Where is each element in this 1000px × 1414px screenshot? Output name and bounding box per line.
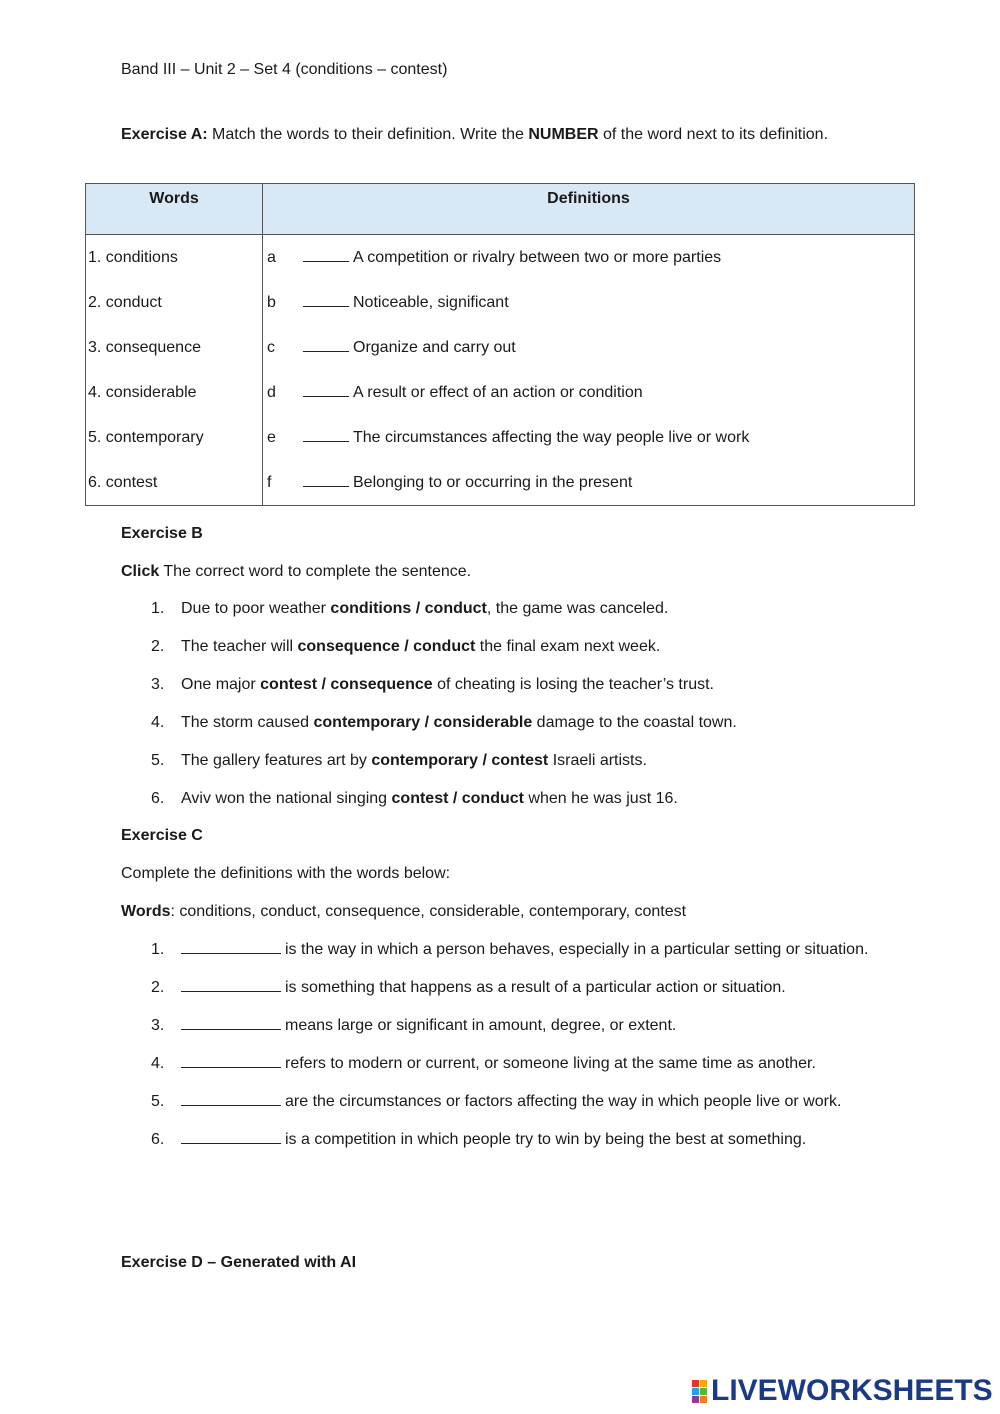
word-choice[interactable]: contest / conduct <box>391 790 524 807</box>
logo-text: LIVEWORKSHEETS <box>711 1374 993 1407</box>
list-item <box>121 597 891 621</box>
table-row <box>86 415 915 460</box>
list-item <box>121 1128 891 1152</box>
sentence-text: The gallery features art by <box>181 752 372 769</box>
word-cell: 6. contest <box>86 460 263 506</box>
list-item <box>121 635 891 659</box>
item-number: 5. <box>151 752 165 769</box>
item-number: 4. <box>151 714 165 731</box>
definition-text: is the way in which a person behaves, especially in a particular setting or situation. <box>285 941 869 958</box>
definition-text: is a competition in which people try to win by being the best at something. <box>285 1131 807 1148</box>
list-item <box>121 749 891 773</box>
item-number: 3. <box>151 1017 165 1034</box>
exercise-c-list <box>121 938 891 1152</box>
word-cell: 5. contemporary <box>86 415 263 460</box>
answer-blank[interactable] <box>181 1053 281 1068</box>
definition-cell <box>263 370 915 415</box>
list-item <box>121 711 891 735</box>
sentence-text: The storm caused <box>181 714 314 731</box>
item-number: 5. <box>151 1093 165 1110</box>
sentence-text: One major <box>181 676 261 693</box>
word-cell: 4. considerable <box>86 370 263 415</box>
definition-cell <box>263 415 915 460</box>
item-number: 4. <box>151 1055 165 1072</box>
item-number: 6. <box>151 790 165 807</box>
exercise-b-list <box>121 597 891 825</box>
answer-blank[interactable] <box>303 429 349 442</box>
definition-letter: d <box>267 383 276 401</box>
definition-text: are the circumstances or factors affecting the way in which people live or work. <box>285 1093 842 1110</box>
sentence-text: Due to poor weather <box>181 600 331 617</box>
exercise-a-instructions <box>121 122 881 147</box>
item-number: 3. <box>151 676 165 693</box>
sentence-text: the final exam next week. <box>475 638 661 655</box>
word-cell: 3. consequence <box>86 325 263 370</box>
list-item <box>121 787 891 811</box>
list-item <box>121 673 891 697</box>
exercise-b-instructions <box>121 563 471 581</box>
definition-letter: c <box>267 338 275 356</box>
answer-blank[interactable] <box>181 1129 281 1144</box>
definition-text: Organize and carry out <box>353 338 516 356</box>
table-row <box>86 280 915 325</box>
table-row <box>86 235 915 281</box>
definition-text: refers to modern or current, or someone living at the same time as another. <box>285 1055 816 1072</box>
exercise-c-heading: Exercise C <box>121 827 203 844</box>
answer-blank[interactable] <box>303 474 349 487</box>
word-cell: 1. conditions <box>86 235 263 281</box>
table-row <box>86 370 915 415</box>
page-title: Band III – Unit 2 – Set 4 (conditions – contest) <box>121 61 448 78</box>
exercise-d-heading: Exercise D – Generated with AI <box>121 1254 357 1271</box>
table-row <box>86 325 915 370</box>
words-column-header: Words <box>86 184 263 235</box>
definition-text: means large or significant in amount, degree, or extent. <box>285 1017 677 1034</box>
match-table <box>85 183 915 506</box>
answer-blank[interactable] <box>181 939 281 954</box>
item-number: 1. <box>151 600 165 617</box>
liveworksheets-logo <box>692 1374 993 1408</box>
list-item <box>121 938 891 962</box>
sentence-text: The teacher will <box>181 638 298 655</box>
exercise-a-instr-bold: NUMBER <box>528 126 599 143</box>
list-item <box>121 976 891 1000</box>
definition-text: A result or effect of an action or condition <box>353 383 643 401</box>
list-item <box>121 1014 891 1038</box>
exercise-a-instr-text: Match the words to their definition. Write the <box>207 126 529 143</box>
sentence-text: of cheating is losing the teacher’s trust. <box>432 676 714 693</box>
logo-icon <box>692 1380 707 1403</box>
exercise-c-instructions: Complete the definitions with the words below: <box>121 865 451 882</box>
table-row <box>86 460 915 506</box>
definition-cell <box>263 280 915 325</box>
word-choice[interactable]: consequence / conduct <box>297 638 476 655</box>
definition-cell <box>263 235 915 281</box>
exercise-b-instr-bold: Click <box>121 563 160 580</box>
table-header-row <box>86 184 915 235</box>
definition-letter: f <box>267 473 272 491</box>
definition-letter: a <box>267 248 276 266</box>
word-choice[interactable]: conditions / conduct <box>330 600 487 617</box>
answer-blank[interactable] <box>303 339 349 352</box>
definition-text: The circumstances affecting the way people live or work <box>353 428 750 446</box>
list-item <box>121 1052 891 1076</box>
answer-blank[interactable] <box>181 1091 281 1106</box>
definition-cell <box>263 325 915 370</box>
item-number: 1. <box>151 941 165 958</box>
answer-blank[interactable] <box>181 1015 281 1030</box>
definition-text: Noticeable, significant <box>353 293 509 311</box>
word-choice[interactable]: contemporary / considerable <box>313 714 533 731</box>
sentence-text: Aviv won the national singing <box>181 790 392 807</box>
answer-blank[interactable] <box>303 384 349 397</box>
sentence-text: , the game was canceled. <box>486 600 669 617</box>
exercise-a-label: Exercise A: <box>121 126 208 143</box>
definitions-column-header: Definitions <box>263 184 915 235</box>
word-bank <box>121 903 686 921</box>
word-choice[interactable]: contest / consequence <box>260 676 433 693</box>
definition-cell <box>263 460 915 506</box>
answer-blank[interactable] <box>181 977 281 992</box>
item-number: 2. <box>151 638 165 655</box>
exercise-a-instr-text-2: of the word next to its definition. <box>598 126 829 143</box>
definition-letter: e <box>267 428 276 446</box>
definition-text: A competition or rivalry between two or more parties <box>353 248 722 266</box>
answer-blank[interactable] <box>303 249 349 262</box>
item-number: 6. <box>151 1131 165 1148</box>
exercise-b-heading: Exercise B <box>121 525 203 542</box>
sentence-text: when he was just 16. <box>523 790 678 807</box>
sentence-text: Israeli artists. <box>548 752 647 769</box>
list-item <box>121 1090 891 1114</box>
item-number: 2. <box>151 979 165 996</box>
exercise-b-instr-text: The correct word to complete the sentence. <box>159 563 472 580</box>
definition-text: Belonging to or occurring in the present <box>353 473 633 491</box>
word-cell: 2. conduct <box>86 280 263 325</box>
word-choice[interactable]: contemporary / contest <box>371 752 549 769</box>
definition-text: is something that happens as a result of a particular action or situation. <box>285 979 786 996</box>
answer-blank[interactable] <box>303 294 349 307</box>
sentence-text: damage to the coastal town. <box>532 714 737 731</box>
word-bank-list: : conditions, conduct, consequence, considerable, contemporary, contest <box>170 903 687 920</box>
definition-letter: b <box>267 293 276 311</box>
word-bank-label: Words <box>121 903 171 920</box>
